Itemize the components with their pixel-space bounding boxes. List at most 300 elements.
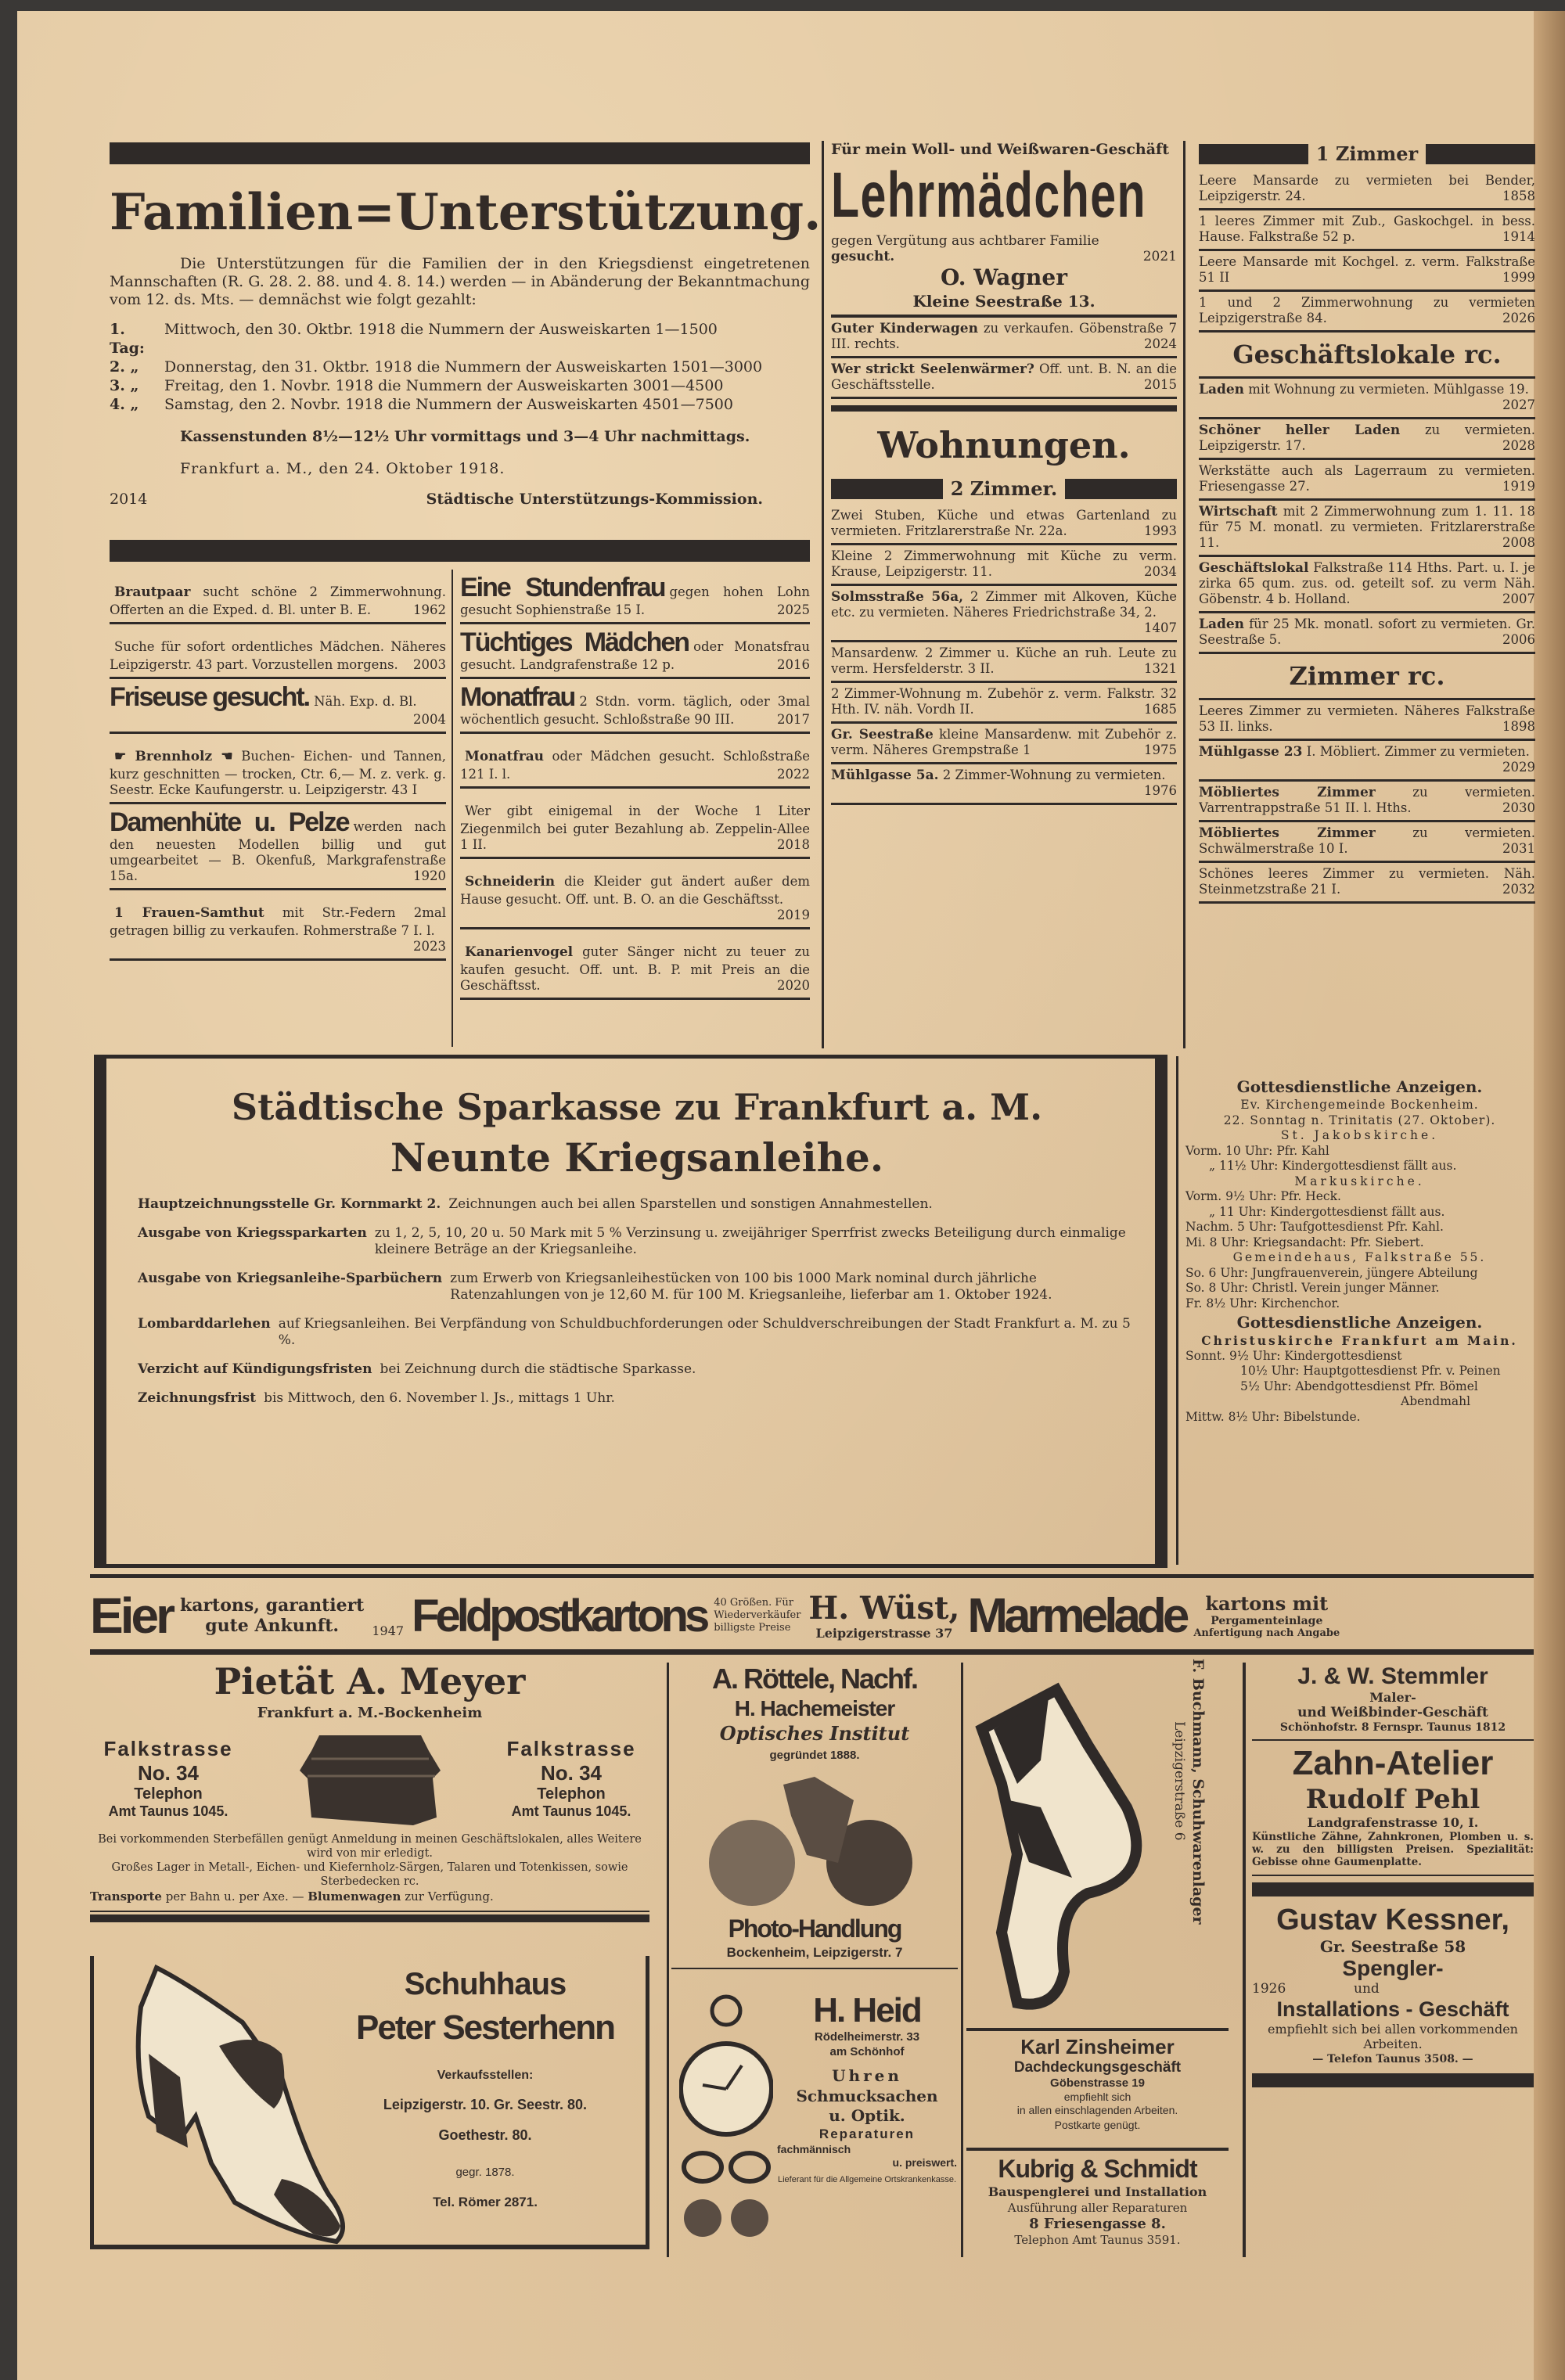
- ad-subtitle: Frankfurt a. M.-Bockenheim: [257, 1705, 483, 1721]
- binoculars-illustration: [697, 1769, 932, 1910]
- ad-number: 2026: [1502, 311, 1535, 325]
- ad-number: 2004: [413, 712, 446, 727]
- classified-ad: [831, 683, 1177, 724]
- ad-text: 1 leeres Zimmer mit Zub., Gaskochgel. in bess. Hause. Falkstraße 52 p.: [1199, 214, 1535, 244]
- ad-lead: Schneiderin: [465, 874, 556, 890]
- ad-text: gegen hohen Lohn gesucht Sophienstraße 15 I.: [460, 584, 810, 617]
- classified-ad: [1199, 460, 1535, 501]
- service-line: Mi. 8 Uhr: Kriegsandacht: Pfr. Siebert.: [1185, 1235, 1424, 1249]
- service-line: Abendmahl: [1401, 1394, 1471, 1408]
- ad-text: oder Monatsfrau gesucht. Landgrafenstraße 12 p.: [460, 639, 810, 672]
- classified-ad: [1199, 700, 1535, 741]
- ad-text: oder Mädchen gesucht. Schloßstraße 121 I. l.: [460, 749, 810, 782]
- ad-headline: Monatfrau: [460, 682, 575, 712]
- ad-text: billigste Preise: [714, 1622, 791, 1634]
- ad-headline: Marmelade: [967, 1588, 1186, 1643]
- ad-number: 2029: [1502, 760, 1535, 775]
- ad-text: gute Ankunft.: [205, 1616, 340, 1636]
- item-text: bis Mittwoch, den 6. November l. Js., mittags 1 Uhr.: [264, 1390, 615, 1406]
- classified-ad: [460, 929, 810, 1000]
- row-text: Freitag, den 1. Novbr. 1918 die Nummern der Ausweiskarten 3001—4500: [164, 377, 724, 394]
- ad-number: 2032: [1502, 882, 1535, 897]
- notice-item: [138, 1271, 1136, 1303]
- ad-headline: Spengler-: [1342, 1956, 1444, 1980]
- ad-text: 40 Größen. Für: [714, 1597, 793, 1609]
- pocket-watch-illustration: [679, 1991, 773, 2249]
- telephone-label: Telephon: [134, 1785, 203, 1803]
- ad-headline: Photo-Handlung: [728, 1914, 901, 1943]
- ad-number: 2021: [1142, 249, 1177, 264]
- classified-ad: [110, 804, 446, 890]
- schedule-row: [110, 376, 810, 395]
- ad-text: werden nach den neuesten Modellen billig und gut umgearbeitet — B. Okenfuß, Markgrafenstraße 15a.: [110, 819, 446, 883]
- right-column: [1199, 138, 1535, 904]
- ad-text: mit Wohnung zu vermieten. Mühlgasse 19.: [1244, 382, 1529, 397]
- ad-text: zur Verfügung.: [401, 1889, 494, 1904]
- ad-headline: Lehrmädchen: [831, 160, 1146, 231]
- classified-ad: [460, 789, 810, 859]
- item-text: zum Erwerb von Kriegsanleihestücken von 100 bis 1000 Mark nominal durch jährliche Ratenzahlungen von je 12,60 M. für 100 M. Kriegsanleihe, lieferbar am 1. Oktober 1924.: [450, 1271, 1052, 1303]
- ad-subtitle: Dachdeckungsgeschäft: [1013, 2059, 1182, 2076]
- ad-text: Näh. Exp. d. Bl.: [314, 694, 417, 709]
- notice-item: [138, 1225, 1136, 1258]
- service-line: Nachm. 5 Uhr: Taufgottesdienst Pfr. Kahl.: [1185, 1220, 1444, 1234]
- ad-text: kartons mit: [1205, 1592, 1329, 1615]
- church-name: Markuskirche.: [1294, 1174, 1425, 1188]
- lehrmaedchen-ad: [831, 141, 1177, 805]
- ad-number: 1914: [1502, 229, 1535, 244]
- ad-lead: Möbliertes Zimmer: [1199, 825, 1376, 841]
- church-date: 22. Sonntag n. Trinitatis (27. Oktober).: [1223, 1113, 1496, 1127]
- ad-text: Falkstraße 114 Hths. Part. u. I. je zirka 65 qum. zus. od. geteilt sof. zu verm Näh. Göbenstr. 4 b. Holland.: [1199, 560, 1535, 606]
- ads-column-left: [110, 570, 446, 961]
- column-rule: [822, 141, 824, 1048]
- ad-text: Reparaturen: [818, 2127, 916, 2141]
- ad-subtitle: und Weißbinder-Geschäft: [1297, 1705, 1488, 1720]
- schuhwarenlager-ad: [966, 1659, 1232, 2026]
- section-band: [1199, 142, 1535, 165]
- ad-number: 2003: [413, 657, 446, 672]
- ads-column-right: [460, 570, 810, 1000]
- telephone: — Telefon Taunus 3508. —: [1312, 2053, 1473, 2065]
- column-rule: [961, 1663, 963, 2257]
- divider-bar: [110, 540, 810, 562]
- notice-item: [138, 1390, 1136, 1407]
- ad-headline: Installations - Geschäft: [1276, 1997, 1509, 2021]
- row-text: Samstag, den 2. Novbr. 1918 die Nummern der Ausweiskarten 4501—7500: [164, 396, 733, 413]
- ad-lead: Laden: [1199, 617, 1245, 632]
- ad-text: Uhren: [832, 2066, 902, 2085]
- advertiser-address: Rödelheimerstr. 33: [814, 2030, 920, 2044]
- ad-text: Bei vorkommenden Sterbefällen genügt Anmeldung in meinen Geschäftslokalen, alles Weitere wird von mir erledigt.: [98, 1833, 642, 1860]
- advertiser-address: Gr. Seestraße 58: [1319, 1937, 1466, 1956]
- telephone: Tel. Römer 2871.: [433, 2195, 538, 2209]
- church-heading: Gottesdienstliche Anzeigen.: [1236, 1077, 1483, 1096]
- ad-lead: Geschäftslokal: [1199, 560, 1309, 576]
- ad-number: 2031: [1502, 841, 1535, 856]
- ad-number: 2022: [777, 767, 810, 782]
- service-line: So. 8 Uhr: Christl. Verein junger Männer.: [1185, 1281, 1440, 1295]
- item-label: Zeichnungsfrist: [138, 1390, 257, 1406]
- advertiser-address: Leipzigerstraße 6: [1171, 1721, 1187, 1841]
- address-right: [493, 1737, 649, 1820]
- column-rule: [1243, 1663, 1246, 2257]
- notice-title: Familien=Unterstützung.: [110, 183, 822, 242]
- ads-list: [831, 318, 1177, 399]
- church-name: Gemeindehaus, Falkstraße 55.: [1232, 1250, 1487, 1264]
- row-day: 1. Tag:: [110, 321, 145, 357]
- ad-headline: Kubrig & Schmidt: [998, 2155, 1197, 2183]
- stemmler-ad: [1252, 1663, 1534, 2087]
- classified-ad: [110, 624, 446, 679]
- ad-text: Verkaufsstellen:: [437, 2069, 534, 2082]
- ad-number: 2017: [777, 712, 810, 727]
- row-day: 2. „: [110, 358, 139, 376]
- advertiser-name: F. Buchmann, Schuhwarenlager: [1189, 1659, 1207, 1925]
- classified-ad: [831, 764, 1177, 805]
- ad-headline: Pietät A. Meyer: [214, 1660, 526, 1702]
- ad-number: 2007: [1502, 591, 1535, 606]
- ad-number: 1962: [413, 602, 446, 617]
- column-rule: [1176, 1056, 1178, 1565]
- classified-ad: [1199, 822, 1535, 863]
- ad-lead: Monatfrau: [465, 749, 545, 764]
- boot-illustration: [970, 1674, 1166, 2019]
- classified-ad: [110, 890, 446, 961]
- advertiser-address: Leipzigerstrasse 37: [815, 1625, 953, 1641]
- divider-rule: [90, 1574, 1534, 1578]
- classified-ad: [831, 358, 1177, 399]
- house-number: No. 34: [137, 1761, 200, 1785]
- advertiser-name: Peter Sesterhenn: [356, 2008, 614, 2047]
- ad-headline: H. Heid: [813, 1991, 921, 2029]
- band-label: 2 Zimmer.: [950, 477, 1058, 500]
- ad-number: 2030: [1502, 800, 1535, 815]
- ad-text: die Kleider gut ändert außer dem Hause gesucht. Off. unt. B. O. an die Geschäftsst.: [460, 874, 810, 907]
- classified-ad: [831, 505, 1177, 545]
- ad-text: zu verkaufen. Göbenstraße 7 III. rechts.: [831, 321, 1177, 351]
- ad-lead: 1 Frauen-Samthut: [114, 905, 264, 921]
- office-hours: Kassenstunden 8½—12½ Uhr vormittags und 3—4 Uhr nachmittags.: [180, 428, 750, 445]
- service-line: 10½ Uhr: Hauptgottesdienst Pfr. v. Peinen: [1240, 1364, 1501, 1378]
- classified-ad: [831, 586, 1177, 642]
- ad-lead: Wer strickt Seelenwärmer?: [831, 361, 1034, 377]
- column-rule: [667, 1663, 669, 2257]
- telephone-label: Telephon: [537, 1785, 606, 1803]
- founded: gegründet 1888.: [769, 1749, 860, 1762]
- church-notices: [1185, 1076, 1534, 1425]
- ad-headline: Feldpostkartons: [412, 1590, 707, 1641]
- ad-text: gegen Vergütung aus achtbarer Familie: [831, 233, 1099, 249]
- ad-text: kartons, garantiert: [179, 1595, 365, 1616]
- ads-list: [1199, 170, 1535, 333]
- ad-text: 1 und 2 Zimmerwohnung zu vermieten Leipzigerstraße 84.: [1199, 295, 1535, 325]
- classified-ad: [110, 679, 446, 734]
- advertiser-name: H. Hachemeister: [734, 1696, 895, 1720]
- ad-headline: Friseuse gesucht.: [110, 682, 310, 712]
- service-line: „ 11 Uhr: Kindergottesdienst fällt aus.: [1209, 1204, 1445, 1219]
- ad-number: 2018: [777, 837, 810, 852]
- band-label: 1 Zimmer: [1315, 142, 1419, 165]
- church-parish: Ev. Kirchengemeinde Bockenheim.: [1240, 1098, 1479, 1112]
- ad-text: in allen einschlagenden Arbeiten.: [1016, 2104, 1178, 2116]
- classified-ad: [1199, 210, 1535, 251]
- classified-ad: [1199, 741, 1535, 782]
- carton-ad-strip: [90, 1582, 1534, 1649]
- telephone: Telephon Amt Taunus 3591.: [1014, 2233, 1181, 2247]
- section-heading: Geschäftslokale rc.: [1199, 333, 1535, 379]
- schedule-row: [110, 358, 810, 376]
- item-label: Ausgabe von Kriegsanleihe-Sparbüchern: [138, 1271, 443, 1286]
- ad-subtitle: Optisches Institut: [719, 1722, 910, 1745]
- classified-ad: [1199, 170, 1535, 210]
- ad-lead: Transporte: [90, 1889, 162, 1904]
- row-day: 4. „: [110, 396, 139, 413]
- ad-lead: Möbliertes Zimmer: [1199, 785, 1376, 800]
- row-text: Mittwoch, den 30. Oktbr. 1918 die Nummern der Ausweiskarten 1—1500: [164, 321, 718, 338]
- classified-ad: [1199, 379, 1535, 419]
- item-text: Zeichnungen auch bei allen Sparstellen und sonstigen Annahmestellen.: [448, 1196, 933, 1212]
- ad-text: Lieferant für die Allgemeine Ortskrankenkasse.: [777, 2175, 957, 2184]
- payment-schedule: [110, 320, 810, 414]
- ad-headline: Schuhhaus: [404, 1967, 567, 2001]
- ad-intro: Für mein Woll- und Weißwaren-Geschäft: [831, 141, 1170, 158]
- ad-lead: Kanarienvogel: [465, 944, 574, 960]
- classified-ad: [831, 545, 1177, 586]
- item-text: bei Zeichnung durch die städtische Sparkasse.: [380, 1361, 696, 1377]
- ad-number: 2028: [1502, 438, 1535, 453]
- classified-ad: [1199, 501, 1535, 557]
- ad-text: Anfertigung nach Angabe: [1193, 1627, 1340, 1639]
- ad-text: Schmucksachen: [796, 2087, 938, 2105]
- advertiser-address: Goethestr. 80.: [438, 2127, 532, 2143]
- church-name: Christuskirche Frankfurt am Main.: [1201, 1333, 1518, 1348]
- telephone-number: Amt Taunus 1045.: [108, 1803, 228, 1819]
- ad-subtitle: Bauspenglerei und Installation: [988, 2184, 1207, 2199]
- ad-text: per Bahn u. per Axe. —: [161, 1889, 308, 1904]
- ad-text: fachmännisch: [777, 2143, 851, 2155]
- section-band: [831, 477, 1177, 500]
- ad-headline: A. Röttele, Nachf.: [711, 1663, 918, 1695]
- advertiser-address: Göbenstrasse 19: [1050, 2076, 1145, 2090]
- founded: gegr. 1878.: [455, 2166, 515, 2179]
- ad-number: 2008: [1502, 535, 1535, 550]
- ad-text: Künstliche Zähne, Zahnkronen, Plomben u. s. w. zu den billigsten Preisen. Spezialität: Gebisse ohne Gaumenplatte.: [1252, 1831, 1534, 1868]
- ad-text: zu vermieten. Varrentrappstraße 51 II. l. Hths.: [1199, 785, 1535, 815]
- ads-list: [1199, 700, 1535, 904]
- ad-text: 2 Zimmer-Wohnung m. Zubehör z. verm. Falkstr. 32 Hth. IV. näh. Vordh II.: [831, 686, 1177, 717]
- ad-number: 2014: [110, 491, 148, 508]
- row-text: Donnerstag, den 31. Oktbr. 1918 die Nummern der Ausweiskarten 1501—3000: [164, 358, 763, 376]
- row-day: 3. „: [110, 377, 139, 394]
- ad-lead: Mühlgasse 23: [1199, 744, 1303, 760]
- column-rule: [452, 570, 453, 1047]
- ad-number: 2023: [413, 939, 446, 954]
- ad-text: empfiehlt sich bei allen vorkommenden Arbeiten.: [1268, 2022, 1518, 2051]
- advertiser-name: Gustav Kessner,: [1276, 1904, 1509, 1936]
- ad-text: 2 Zimmer-Wohnung zu vermieten.: [938, 768, 1166, 782]
- ad-text: Off. unt. B. N. an die Geschäftsstelle.: [831, 361, 1177, 392]
- ad-text: Maler-: [1369, 1690, 1416, 1705]
- service-line: Mittw. 8½ Uhr: Bibelstunde.: [1185, 1409, 1361, 1424]
- ad-number: 2016: [777, 657, 810, 672]
- ad-text: mit 2 Zimmerwohnung zum 1. 11. 18 für 75 M. monatl. zu vermieten. Fritzlarerstraße 11.: [1199, 504, 1535, 550]
- schedule-row: [110, 320, 810, 358]
- ad-headline: J. & W. Stemmler: [1297, 1663, 1488, 1689]
- ads-list: [831, 505, 1177, 805]
- notice-item: [138, 1196, 1136, 1213]
- zinsheimer-ad: [966, 2028, 1229, 2133]
- sparkasse-notice: [94, 1055, 1167, 1568]
- ad-lead: Solmsstraße 56a,: [831, 589, 964, 605]
- service-line: Vorm. 9½ Uhr: Pfr. Heck.: [1185, 1189, 1341, 1203]
- item-label: Verzicht auf Kündigungsfristen: [138, 1361, 372, 1377]
- coffin-illustration: [296, 1727, 444, 1829]
- ad-number: 1898: [1502, 719, 1535, 734]
- church-heading: Gottesdienstliche Anzeigen.: [1236, 1313, 1483, 1332]
- ad-text: Zwei Stuben, Küche und etwas Gartenland zu vermieten. Fritzlarerstraße Nr. 22a.: [831, 508, 1177, 538]
- ad-number: 1999: [1502, 270, 1535, 285]
- ad-number: 1993: [1144, 523, 1177, 538]
- notice-body: Die Unterstützungen für die Familien der in den Kriegsdienst eingetretenen Mannschaften (R. G. 28. 2. 88. und 4. 8. 14.) werden — in Abänderung der Bekanntmachung vom 12. ds. Mts. — demnächst wie folgt gezahlt:: [110, 255, 810, 308]
- advertiser-address: Leipzigerstr. 10. Gr. Seestr. 80.: [383, 2097, 588, 2112]
- ad-text: Wer gibt einigemal in der Woche 1 Liter Ziegenmilch bei guter Bezahlung ab. Zeppelin-Allee 1 II.: [460, 804, 810, 852]
- church-name: St. Jakobskirche.: [1280, 1128, 1439, 1142]
- schuhhaus-ad: [90, 1956, 649, 2249]
- classified-ad: [460, 734, 810, 789]
- ad-number: 2006: [1502, 632, 1535, 647]
- classified-ad: [460, 679, 810, 734]
- item-label: Lombarddarlehen: [138, 1316, 271, 1332]
- notice-item: [138, 1316, 1136, 1349]
- signature: Städtische Unterstützungs-Kommission.: [426, 491, 763, 508]
- classified-ad: [831, 642, 1177, 683]
- classified-ad: [1199, 613, 1535, 654]
- service-line: Vorm. 10 Uhr: Pfr. Kahl: [1185, 1143, 1329, 1158]
- ad-text: kleine Mansardenw. mit Zubehör z. verm. Näheres Grempstraße 1: [831, 727, 1177, 757]
- ad-number: 1321: [1144, 661, 1177, 676]
- ad-text: Großes Lager in Metall-, Eichen- und Kiefernholz-Särgen, Talaren und Totenkissen, sowie Sterbedecken rc.: [111, 1861, 628, 1888]
- ad-text: empfiehlt sich: [1063, 2091, 1131, 2103]
- advertiser-name: H. Wüst,: [808, 1589, 960, 1627]
- classified-ad: [1199, 292, 1535, 333]
- ad-text: Suche für sofort ordentliches Mädchen. Näheres Leipzigerstr. 43 part. Vorzustellen morgens.: [110, 639, 446, 672]
- house-number: No. 34: [540, 1761, 603, 1785]
- ad-headline: Eier: [90, 1587, 172, 1644]
- heid-ad: [671, 1991, 958, 2257]
- ad-text: Wiederverkäufer: [714, 1609, 801, 1621]
- ads-list: [1199, 379, 1535, 654]
- classified-ad: [460, 570, 810, 624]
- ad-lead: Laden: [1199, 382, 1245, 397]
- ad-text: guter Sänger nicht zu teuer zu kaufen gesucht. Off. unt. B. P. mit Preis an die Geschäftsst.: [460, 944, 810, 993]
- item-text: auf Kriegsanleihen. Bei Verpfändung von Schuldbuchforderungen oder Schuldverschreibungen der Stadt Frankfurt a. M. zu 5 %.: [278, 1316, 1131, 1348]
- ad-lead: Wirtschaft: [1199, 504, 1278, 520]
- schedule-row: [110, 395, 810, 414]
- ad-number: 1926: [1252, 1981, 1286, 1997]
- ad-text: Leere Mansarde mit Kochgel. z. verm. Falkstraße 51 II: [1199, 254, 1535, 285]
- ad-number: 1407: [1144, 620, 1177, 635]
- ad-text: und: [1354, 1981, 1380, 1997]
- classified-ad: [1199, 557, 1535, 613]
- kubrig-schmidt-ad: [966, 2148, 1229, 2248]
- advertiser-name: O. Wagner: [941, 264, 1067, 290]
- ad-number: 1920: [413, 868, 446, 883]
- advertiser-name: Rudolf Pehl: [1305, 1784, 1480, 1815]
- ad-headline: Tüchtiges Mädchen: [460, 627, 689, 657]
- ad-text: Kleine 2 Zimmerwohnung mit Küche zu verm. Krause, Leipzigerstr. 11.: [831, 548, 1177, 579]
- service-line: „ 11½ Uhr: Kindergottesdienst fällt aus.: [1209, 1159, 1457, 1173]
- service-line: Sonnt. 9½ Uhr: Kindergottesdienst: [1185, 1348, 1402, 1363]
- notice-title: Städtische Sparkasse zu Frankfurt a. M.: [231, 1086, 1043, 1128]
- ad-text: mit Str.-Federn 2mal getragen billig zu verkaufen. Rohmerstraße 7 I. l.: [110, 905, 446, 938]
- classified-ad: [1199, 251, 1535, 292]
- notice-subtitle: Neunte Kriegsanleihe.: [390, 1134, 884, 1181]
- section-heading: Zimmer rc.: [1199, 654, 1535, 700]
- divider-bar: [831, 405, 1177, 412]
- ad-number: 1947: [372, 1623, 405, 1638]
- ad-number: 2025: [777, 602, 810, 617]
- ad-headline: Damenhüte u. Pelze: [110, 807, 349, 837]
- shoe-illustration: [117, 1960, 360, 2249]
- place-date: Frankfurt a. M., den 24. Oktober 1918.: [180, 460, 505, 477]
- advertiser-address: Landgrafenstrasse 10, I.: [1307, 1815, 1479, 1830]
- ad-number: 1976: [1144, 783, 1177, 798]
- ad-text: Schönes leeres Zimmer zu vermieten. Näh. Steinmetzstraße 21 I.: [1199, 866, 1535, 897]
- ad-text: Postkarte genügt.: [1054, 2119, 1141, 2131]
- advertiser-address: 8 Friesengasse 8.: [1029, 2216, 1166, 2232]
- telephone-number: Amt Taunus 1045.: [511, 1803, 631, 1819]
- item-label: Hauptzeichnungsstelle Gr. Kornmarkt 2.: [138, 1196, 441, 1212]
- ad-text: Werkstätte auch als Lagerraum zu vermieten. Friesengasse 27.: [1199, 463, 1535, 494]
- familien-notice: [110, 142, 822, 509]
- ad-text: Leere Mansarde zu vermieten bei Bender, Leipzigerstr. 24.: [1199, 173, 1535, 203]
- classified-ad: [460, 859, 810, 929]
- classified-ad: [1199, 419, 1535, 460]
- address-left: [90, 1737, 246, 1820]
- ad-text: Ausführung aller Reparaturen: [1007, 2201, 1188, 2215]
- ad-text: 2 Zimmer mit Alkoven, Küche etc. zu vermieten. Näheres Friedrichstraße 34, 2.: [831, 589, 1177, 620]
- service-line: So. 6 Uhr: Jungfrauenverein, jüngere Abteilung: [1185, 1265, 1478, 1280]
- notice-item: [138, 1361, 1136, 1378]
- classified-ad: [1199, 863, 1535, 904]
- ad-number: 1685: [1144, 702, 1177, 717]
- pietaet-meyer-ad: [90, 1660, 649, 1922]
- advertiser-address: Schönhofstr. 8 Fernspr. Taunus 1812: [1279, 1721, 1506, 1734]
- ad-number: 2015: [1144, 377, 1177, 392]
- ad-headline: Karl Zinsheimer: [1020, 2035, 1175, 2058]
- classified-ad: [831, 318, 1177, 358]
- classified-ad: [110, 734, 446, 804]
- ad-text: Pergamenteinlage: [1211, 1615, 1323, 1627]
- ad-number: 1919: [1502, 479, 1535, 494]
- street: Falkstrasse: [103, 1737, 233, 1760]
- ad-text: sucht schöne 2 Zimmerwohnung. Offerten an die Exped. d. Bl. unter B. E.: [110, 584, 446, 617]
- ad-text: Buchen- Eichen- und Tannen, kurz geschnitten — trocken, Ctr. 6,— M. z. verk. g. Seestr. Ecke Kaufungerstr. u. Leipzigerstr. 43 I: [110, 749, 446, 797]
- ad-lead: Blumenwagen: [308, 1889, 401, 1904]
- column-rule: [1183, 141, 1185, 1048]
- ad-number: 1975: [1144, 742, 1177, 757]
- page-edge: [1534, 11, 1565, 2380]
- service-line: 5½ Uhr: Abendgottesdienst Pfr. Bömel: [1240, 1379, 1478, 1393]
- street: Falkstrasse: [506, 1737, 636, 1760]
- roettele-ad: [671, 1663, 958, 1972]
- ad-text: zu vermieten. Schwälmerstraße 10 I.: [1199, 825, 1535, 856]
- item-label: Ausgabe von Kriegssparkarten: [138, 1225, 367, 1241]
- ad-text: zu vermieten. Leipzigerstr. 17.: [1199, 422, 1535, 453]
- ad-headline: Zahn-Atelier: [1292, 1744, 1494, 1782]
- ad-lead: Brautpaar: [114, 584, 191, 600]
